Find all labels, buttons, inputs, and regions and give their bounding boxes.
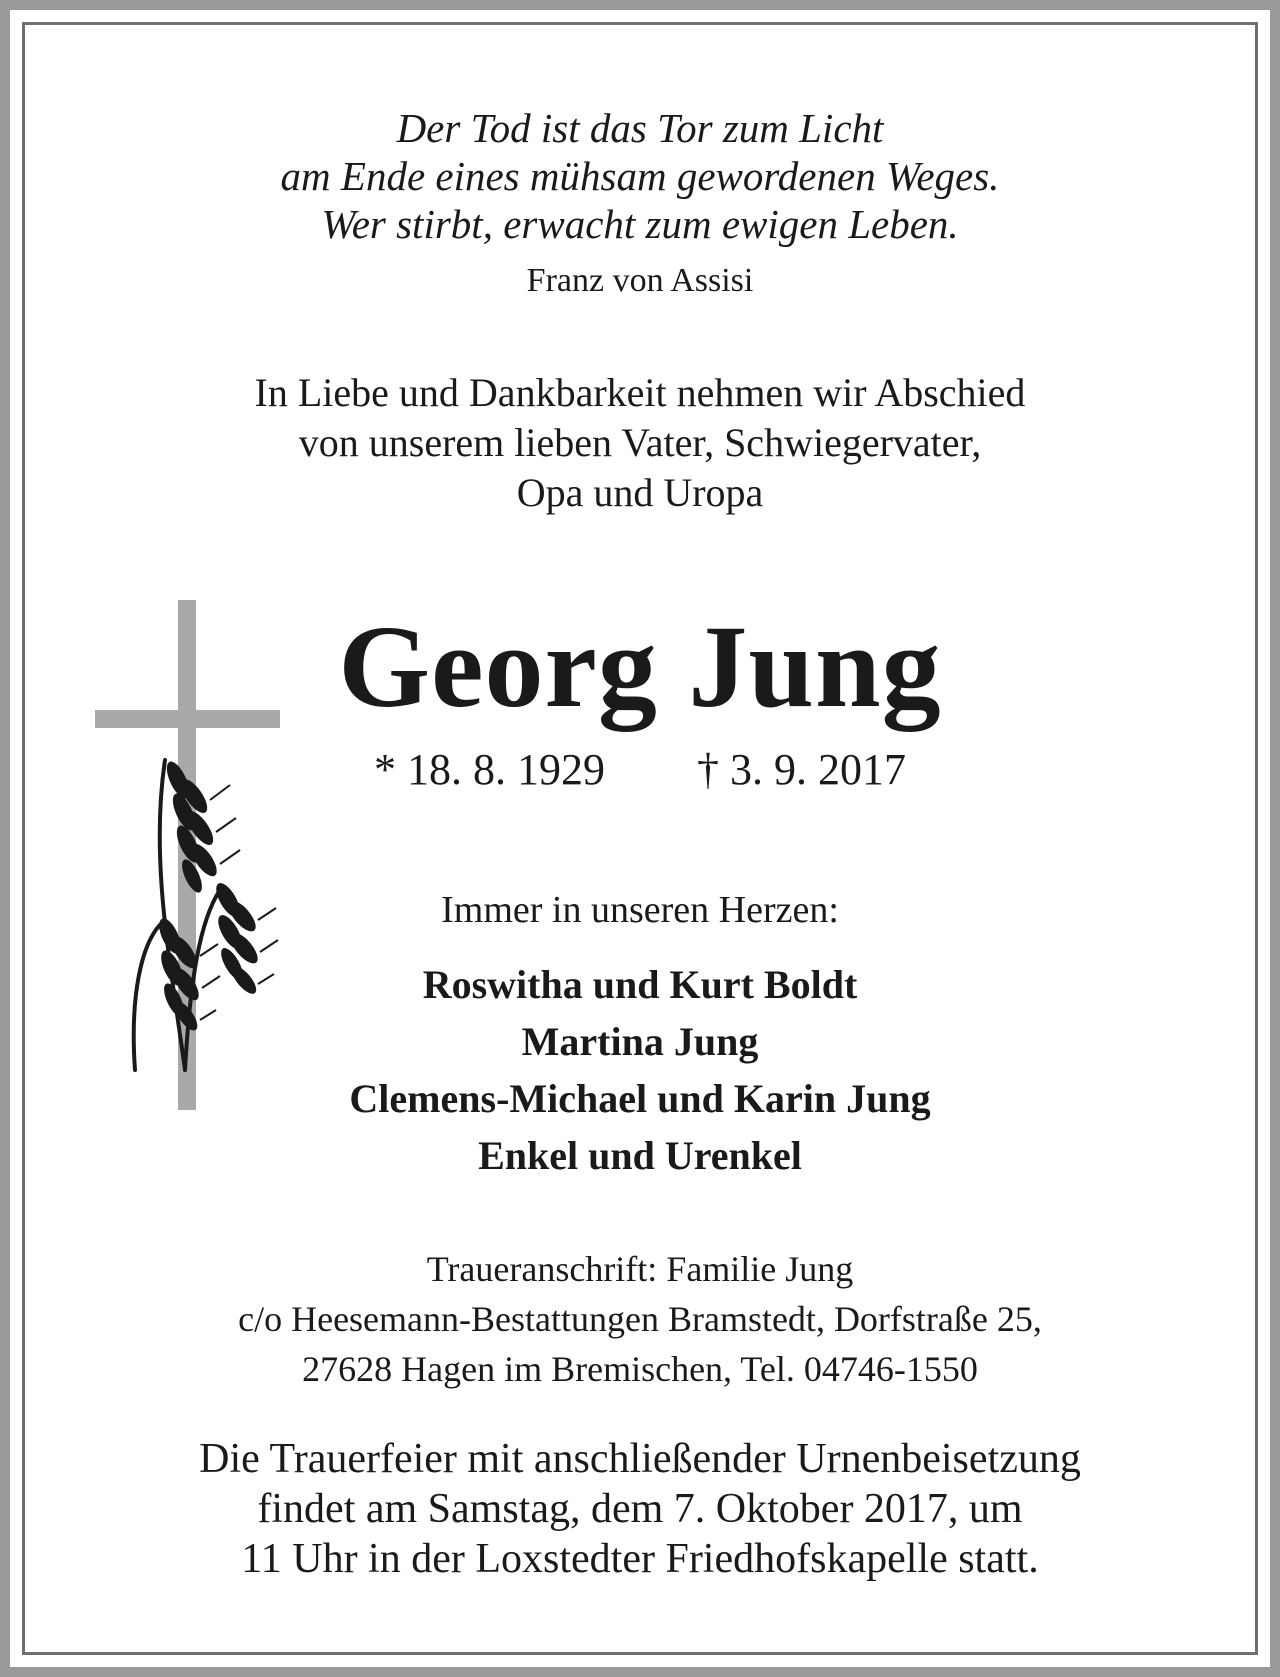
address-line-1: Traueranschrift: Familie Jung <box>426 1249 854 1289</box>
service-line-3: 11 Uhr in der Loxstedter Friedhofskapelle statt. <box>241 1536 1039 1582</box>
quote-author: Franz von Assisi <box>526 262 754 299</box>
mourner-2: Martina Jung <box>521 1019 759 1064</box>
mourner-4: Enkel und Urenkel <box>478 1133 802 1178</box>
intro-line-1: In Liebe und Dankbarkeit nehmen wir Abschied <box>254 370 1026 415</box>
life-dates <box>0 744 1280 796</box>
intro-line-2: von unserem lieben Vater, Schwiegervater, <box>298 420 982 465</box>
service-line-2: findet am Samstag, dem 7. Oktober 2017, um <box>257 1486 1023 1532</box>
address-line-3: 27628 Hagen im Bremischen, Tel. 04746-1550 <box>302 1349 978 1389</box>
address-line-2: c/o Heesemann-Bestattungen Bramstedt, Dorfstraße 25, <box>238 1299 1042 1339</box>
mourner-3: Clemens-Michael und Karin Jung <box>349 1076 931 1121</box>
quote-line-3: Wer stirbt, erwacht zum ewigen Leben. <box>321 201 959 247</box>
birth-date: * 18. 8. 1929 <box>374 745 605 794</box>
quote-line-1: Der Tod ist das Tor zum Licht <box>396 105 884 151</box>
deceased-name: Georg Jung <box>338 601 942 732</box>
mourner-1: Roswitha und Kurt Boldt <box>422 962 858 1007</box>
death-date: † 3. 9. 2017 <box>697 745 906 794</box>
quote-line-2: am Ende eines mühsam gewordenen Weges. <box>280 153 1000 199</box>
intro-line-3: Opa und Uropa <box>516 470 764 515</box>
service-line-1: Die Trauerfeier mit anschließender Urnenbeisetzung <box>199 1436 1081 1482</box>
mourners-heading: Immer in unseren Herzen: <box>441 889 839 931</box>
